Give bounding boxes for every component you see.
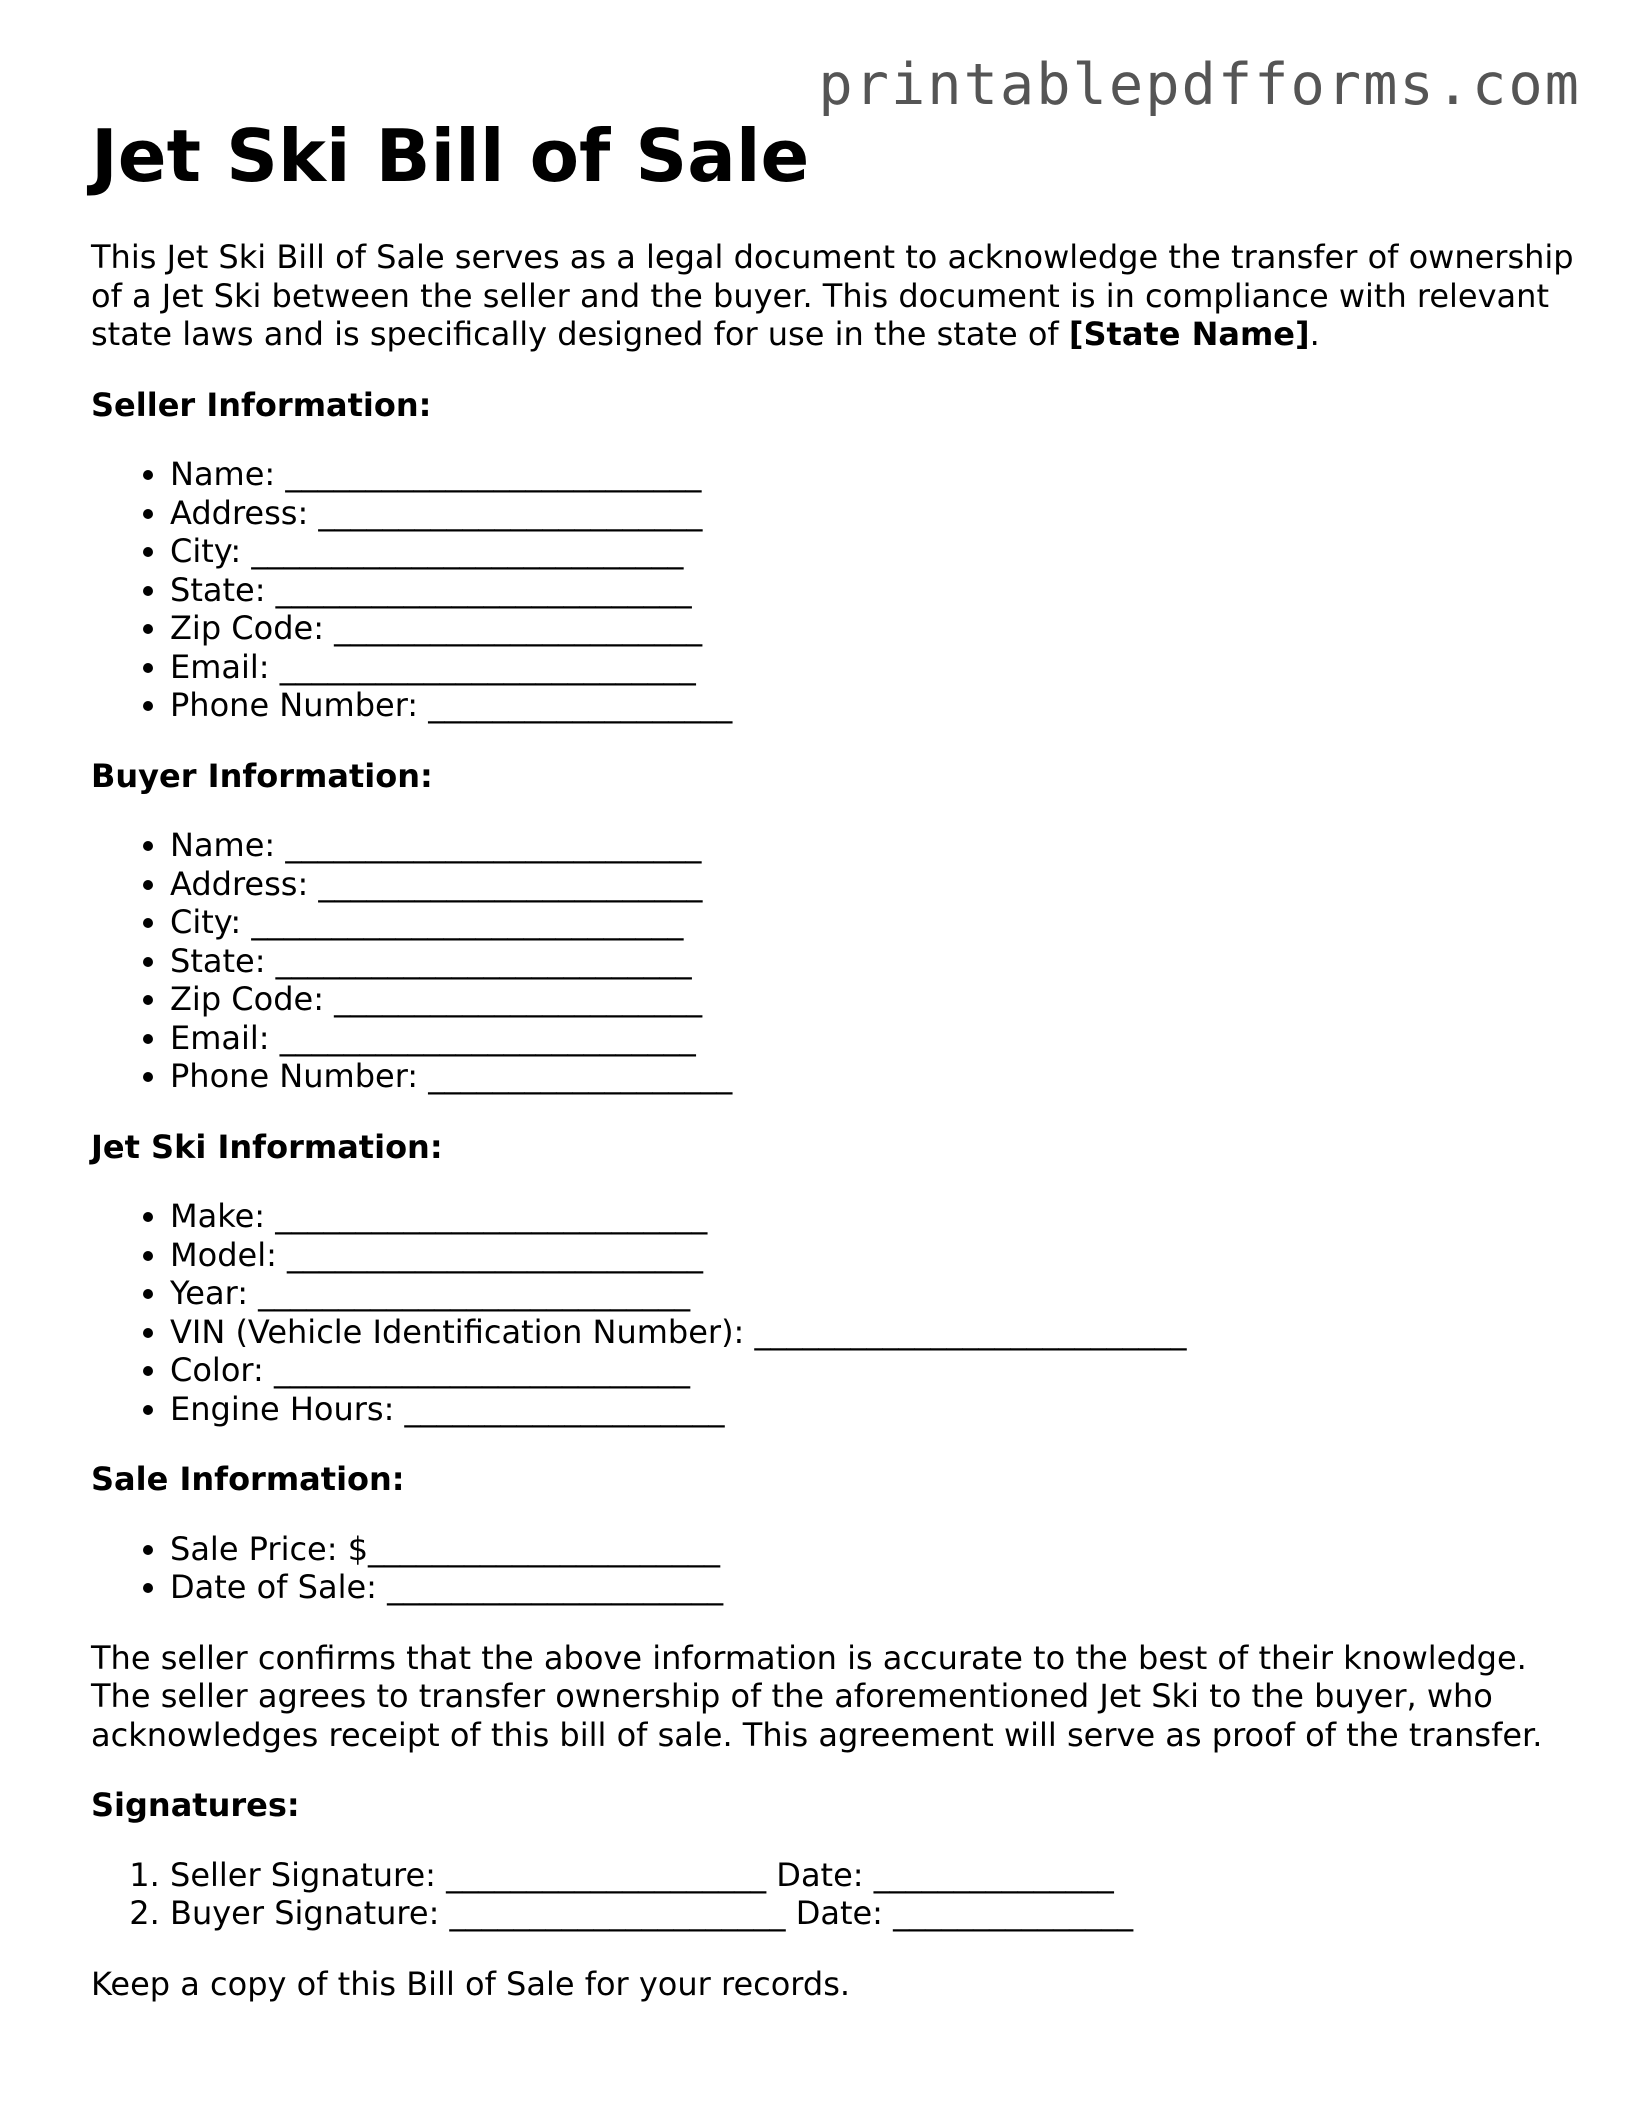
intro-text: This Jet Ski Bill of Sale serves as a legal document to acknowledge the transfer of ownership of a Jet Ski between the seller and the buyer. This document is in compliance with relevant state laws and is specifically designed for use in the state of [91, 238, 1574, 353]
sale-info-heading: Sale Information: [91, 1460, 405, 1498]
seller-info-heading: Seller Information: [91, 385, 432, 424]
seller-zip-field[interactable]: • Zip Code: _______________________ [170, 609, 1591, 648]
intro-paragraph [91, 238, 1591, 354]
signatures-heading: Signatures: [91, 1786, 300, 1824]
state-name-placeholder: [State Name] [1068, 315, 1310, 353]
buyer-city-field[interactable]: • City: ___________________________ [170, 903, 1591, 942]
page-title: Jet Ski Bill of Sale [91, 114, 810, 198]
seller-email-field[interactable]: • Email: __________________________ [170, 648, 1591, 687]
buyer-address-field[interactable]: • Address: ________________________ [170, 865, 1591, 904]
buyer-name-field[interactable]: • Name: __________________________ [170, 826, 1591, 865]
closing-note: Keep a copy of this Bill of Sale for your records. [91, 1964, 851, 2003]
confirmation-paragraph: The seller confirms that the above information is accurate to the best of their knowledge. The seller agrees to transfer ownership of the aforementioned Jet Ski to the buyer, who acknowledges receipt of this bill of sale. This agreement will serve as proof of the transfer. [91, 1638, 1543, 1754]
seller-info-list [91, 455, 1591, 725]
seller-name-field[interactable]: • Name: __________________________ [170, 455, 1591, 494]
buyer-info-heading: Buyer Information: [91, 756, 433, 795]
signatures-list [91, 1856, 1591, 1933]
jetski-year-field[interactable]: • Year: ___________________________ [170, 1274, 1591, 1313]
jetski-engine-hours-field[interactable]: • Engine Hours: ____________________ [170, 1390, 1591, 1429]
jetski-make-field[interactable]: • Make: ___________________________ [170, 1197, 1591, 1236]
jetski-info-heading: Jet Ski Information: [91, 1127, 443, 1166]
sale-date-field[interactable]: • Date of Sale: _____________________ [170, 1568, 1591, 1607]
intro-period: . [1309, 315, 1320, 353]
buyer-info-list [91, 826, 1591, 1096]
sale-info-list [91, 1530, 1591, 1607]
seller-city-field[interactable]: • City: ___________________________ [170, 532, 1591, 571]
sale-price-field[interactable]: • Sale Price: $______________________ [170, 1530, 1591, 1569]
buyer-phone-field[interactable]: • Phone Number: ___________________ [170, 1057, 1591, 1096]
buyer-signature-field[interactable]: 2. Buyer Signature: _____________________ Date: _______________ [170, 1894, 1591, 1933]
buyer-state-field[interactable]: • State: __________________________ [170, 942, 1591, 981]
buyer-zip-field[interactable]: • Zip Code: _______________________ [170, 980, 1591, 1019]
watermark: printablepdfforms.com [818, 52, 1581, 118]
buyer-email-field[interactable]: • Email: __________________________ [170, 1019, 1591, 1058]
document-body [91, 108, 1591, 2003]
jetski-color-field[interactable]: • Color: __________________________ [170, 1351, 1591, 1390]
jetski-model-field[interactable]: • Model: __________________________ [170, 1236, 1591, 1275]
jetski-info-list [91, 1197, 1591, 1428]
seller-phone-field[interactable]: • Phone Number: ___________________ [170, 686, 1591, 725]
seller-signature-field[interactable]: 1. Seller Signature: ____________________ Date: _______________ [170, 1856, 1591, 1895]
jetski-vin-field[interactable]: • VIN (Vehicle Identification Number): ___________________________ [170, 1313, 1591, 1352]
seller-address-field[interactable]: • Address: ________________________ [170, 494, 1591, 533]
seller-state-field[interactable]: • State: __________________________ [170, 571, 1591, 610]
